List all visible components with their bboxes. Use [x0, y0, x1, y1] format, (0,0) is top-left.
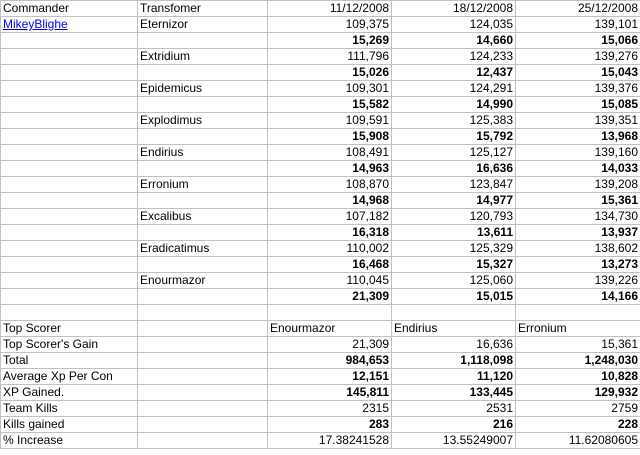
- xp-value[interactable]: 124,233: [392, 49, 516, 65]
- xp-value[interactable]: 109,375: [268, 17, 392, 33]
- xp-gain-value[interactable]: 15,015: [392, 289, 516, 305]
- transformer-xp-row: [1, 17, 640, 33]
- xp-gain-value[interactable]: 13,968: [516, 129, 640, 145]
- transformer-xp-row: [1, 177, 640, 193]
- stat-value[interactable]: 2759: [516, 401, 640, 417]
- empty-cell[interactable]: [1, 241, 138, 257]
- header-transformer[interactable]: Transfomer: [138, 1, 268, 17]
- empty-cell[interactable]: [1, 273, 138, 289]
- empty-cell[interactable]: [1, 65, 138, 81]
- xp-value[interactable]: 110,002: [268, 241, 392, 257]
- xp-value[interactable]: 109,591: [268, 113, 392, 129]
- transformer-xp-row: [1, 209, 640, 225]
- top-scorer-name[interactable]: Endirius: [392, 321, 516, 337]
- stat-value[interactable]: 1,118,098: [392, 353, 516, 369]
- top-scorer-name[interactable]: Enourmazor: [268, 321, 392, 337]
- top-scorer-label[interactable]: Top Scorer: [1, 321, 138, 337]
- stat-value[interactable]: 12,151: [268, 369, 392, 385]
- xp-value[interactable]: 108,491: [268, 145, 392, 161]
- xp-gain-value[interactable]: 16,468: [268, 257, 392, 273]
- transformer-gain-row: [1, 97, 640, 113]
- xp-gain-value[interactable]: 15,361: [516, 193, 640, 209]
- transformer-gain-row: [1, 161, 640, 177]
- sheet-body: [1, 1, 640, 449]
- xp-value[interactable]: 125,329: [392, 241, 516, 257]
- stat-value[interactable]: 11.62080605: [516, 433, 640, 449]
- stat-value[interactable]: 11,120: [392, 369, 516, 385]
- transformer-xp-row: [1, 49, 640, 65]
- xp-gain-value[interactable]: 15,269: [268, 33, 392, 49]
- xp-value[interactable]: 124,035: [392, 17, 516, 33]
- xp-gain-value[interactable]: 14,990: [392, 97, 516, 113]
- empty-cell[interactable]: [138, 353, 268, 369]
- transformer-gain-row: [1, 129, 640, 145]
- header-date-3[interactable]: 25/12/2008: [516, 1, 640, 17]
- xp-value[interactable]: 124,291: [392, 81, 516, 97]
- empty-cell[interactable]: [1, 305, 138, 321]
- stat-row: [1, 337, 640, 353]
- stat-value[interactable]: 283: [268, 417, 392, 433]
- stat-value[interactable]: 15,361: [516, 337, 640, 353]
- transformer-gain-row: [1, 225, 640, 241]
- commander-cell[interactable]: [1, 17, 138, 33]
- xp-value[interactable]: 139,160: [516, 145, 640, 161]
- xp-gain-value[interactable]: 16,318: [268, 225, 392, 241]
- empty-cell[interactable]: [138, 129, 268, 145]
- xp-gain-value[interactable]: 13,273: [516, 257, 640, 273]
- transformer-gain-row: [1, 257, 640, 273]
- xp-gain-value[interactable]: 14,963: [268, 161, 392, 177]
- xp-value[interactable]: 107,182: [268, 209, 392, 225]
- empty-cell[interactable]: [138, 321, 268, 337]
- stat-row: [1, 385, 640, 401]
- header-commander[interactable]: Commander: [1, 1, 138, 17]
- header-date-1[interactable]: 11/12/2008: [268, 1, 392, 17]
- stat-label[interactable]: % Increase: [1, 433, 138, 449]
- empty-cell[interactable]: [138, 289, 268, 305]
- xp-value[interactable]: 125,127: [392, 145, 516, 161]
- xp-gain-value[interactable]: 21,309: [268, 289, 392, 305]
- empty-cell[interactable]: [138, 417, 268, 433]
- stat-value[interactable]: 21,309: [268, 337, 392, 353]
- xp-gain-value[interactable]: 15,327: [392, 257, 516, 273]
- xp-value[interactable]: 139,276: [516, 49, 640, 65]
- empty-cell[interactable]: [138, 225, 268, 241]
- empty-cell[interactable]: [1, 177, 138, 193]
- empty-cell[interactable]: [138, 97, 268, 113]
- xp-value[interactable]: 109,301: [268, 81, 392, 97]
- stat-label[interactable]: Kills gained: [1, 417, 138, 433]
- xp-value[interactable]: 111,796: [268, 49, 392, 65]
- xp-gain-value[interactable]: 13,611: [392, 225, 516, 241]
- xp-gain-value[interactable]: 14,033: [516, 161, 640, 177]
- blank-row: [1, 305, 640, 321]
- empty-cell[interactable]: [1, 49, 138, 65]
- transformer-name[interactable]: Explodimus: [138, 113, 268, 129]
- empty-cell[interactable]: [1, 193, 138, 209]
- transformer-xp-row: [1, 145, 640, 161]
- empty-cell[interactable]: [392, 305, 516, 321]
- top-scorer-name[interactable]: Erronium: [516, 321, 640, 337]
- xp-value[interactable]: 125,383: [392, 113, 516, 129]
- xp-value[interactable]: 110,045: [268, 273, 392, 289]
- xp-value[interactable]: 139,101: [516, 17, 640, 33]
- xp-gain-value[interactable]: 12,437: [392, 65, 516, 81]
- empty-cell[interactable]: [1, 97, 138, 113]
- transformer-gain-row: [1, 289, 640, 305]
- header-row: [1, 1, 640, 17]
- transformer-name[interactable]: Enourmazor: [138, 273, 268, 289]
- stat-value[interactable]: 129,932: [516, 385, 640, 401]
- xp-gain-value[interactable]: 15,066: [516, 33, 640, 49]
- xp-gain-value[interactable]: 15,026: [268, 65, 392, 81]
- xp-value[interactable]: 123,847: [392, 177, 516, 193]
- transformer-xp-row: [1, 81, 640, 97]
- stat-label[interactable]: Top Scorer's Gain: [1, 337, 138, 353]
- empty-cell[interactable]: [138, 33, 268, 49]
- commander-link[interactable]: MikeyBlighe: [3, 17, 68, 31]
- top-scorer-row: [1, 321, 640, 337]
- empty-cell[interactable]: [1, 81, 138, 97]
- stat-row: [1, 401, 640, 417]
- xp-value[interactable]: 139,351: [516, 113, 640, 129]
- xp-value[interactable]: 139,208: [516, 177, 640, 193]
- transformer-name[interactable]: Extridium: [138, 49, 268, 65]
- stat-label[interactable]: XP Gained.: [1, 385, 138, 401]
- empty-cell[interactable]: [1, 257, 138, 273]
- stat-value[interactable]: 1,248,030: [516, 353, 640, 369]
- transformer-name[interactable]: Erronium: [138, 177, 268, 193]
- stat-row: [1, 369, 640, 385]
- empty-cell[interactable]: [138, 401, 268, 417]
- xp-gain-value[interactable]: 14,968: [268, 193, 392, 209]
- empty-cell[interactable]: [138, 385, 268, 401]
- stat-value[interactable]: 16,636: [392, 337, 516, 353]
- transformer-gain-row: [1, 65, 640, 81]
- stat-row: [1, 433, 640, 449]
- xp-value[interactable]: 139,376: [516, 81, 640, 97]
- stat-value[interactable]: 2531: [392, 401, 516, 417]
- stat-value[interactable]: 10,828: [516, 369, 640, 385]
- xp-gain-value[interactable]: 13,937: [516, 225, 640, 241]
- empty-cell[interactable]: [1, 289, 138, 305]
- stat-value[interactable]: 2315: [268, 401, 392, 417]
- empty-cell[interactable]: [138, 337, 268, 353]
- empty-cell[interactable]: [1, 33, 138, 49]
- transformer-name[interactable]: Eternizor: [138, 17, 268, 33]
- empty-cell[interactable]: [268, 305, 392, 321]
- transformer-name[interactable]: Eradicatimus: [138, 241, 268, 257]
- transformer-xp-row: [1, 241, 640, 257]
- xp-value[interactable]: 125,060: [392, 273, 516, 289]
- xp-gain-value[interactable]: 15,908: [268, 129, 392, 145]
- transformer-name[interactable]: Excalibus: [138, 209, 268, 225]
- empty-cell[interactable]: [1, 209, 138, 225]
- xp-gain-value[interactable]: 15,085: [516, 97, 640, 113]
- transformer-xp-row: [1, 113, 640, 129]
- stat-row: [1, 353, 640, 369]
- xp-value[interactable]: 138,602: [516, 241, 640, 257]
- stat-value[interactable]: 228: [516, 417, 640, 433]
- xp-value[interactable]: 108,870: [268, 177, 392, 193]
- empty-cell[interactable]: [1, 113, 138, 129]
- xp-gain-value[interactable]: 14,977: [392, 193, 516, 209]
- empty-cell[interactable]: [138, 369, 268, 385]
- stat-label[interactable]: Total: [1, 353, 138, 369]
- xp-value[interactable]: 120,793: [392, 209, 516, 225]
- transformer-name[interactable]: Epidemicus: [138, 81, 268, 97]
- transformer-name[interactable]: Endirius: [138, 145, 268, 161]
- empty-cell[interactable]: [1, 225, 138, 241]
- xp-gain-value[interactable]: 15,792: [392, 129, 516, 145]
- stat-value[interactable]: 145,811: [268, 385, 392, 401]
- empty-cell[interactable]: [1, 129, 138, 145]
- empty-cell[interactable]: [138, 305, 268, 321]
- empty-cell[interactable]: [138, 193, 268, 209]
- empty-cell[interactable]: [138, 65, 268, 81]
- xp-value[interactable]: 134,730: [516, 209, 640, 225]
- empty-cell[interactable]: [138, 433, 268, 449]
- xp-value[interactable]: 139,226: [516, 273, 640, 289]
- empty-cell[interactable]: [516, 305, 640, 321]
- stat-value[interactable]: 17.38241528: [268, 433, 392, 449]
- stat-label[interactable]: Average Xp Per Con: [1, 369, 138, 385]
- xp-gain-value[interactable]: 16,636: [392, 161, 516, 177]
- transformer-gain-row: [1, 193, 640, 209]
- stat-value[interactable]: 216: [392, 417, 516, 433]
- xp-gain-value[interactable]: 14,660: [392, 33, 516, 49]
- empty-cell[interactable]: [1, 161, 138, 177]
- header-date-2[interactable]: 18/12/2008: [392, 1, 516, 17]
- stat-value[interactable]: 133,445: [392, 385, 516, 401]
- empty-cell[interactable]: [1, 145, 138, 161]
- stat-label[interactable]: Team Kills: [1, 401, 138, 417]
- empty-cell[interactable]: [138, 161, 268, 177]
- stat-row: [1, 417, 640, 433]
- xp-gain-value[interactable]: 14,166: [516, 289, 640, 305]
- stat-value[interactable]: 984,653: [268, 353, 392, 369]
- xp-gain-value[interactable]: 15,582: [268, 97, 392, 113]
- transformer-gain-row: [1, 33, 640, 49]
- empty-cell[interactable]: [138, 257, 268, 273]
- xp-gain-value[interactable]: 15,043: [516, 65, 640, 81]
- transformer-xp-row: [1, 273, 640, 289]
- stat-value[interactable]: 13.55249007: [392, 433, 516, 449]
